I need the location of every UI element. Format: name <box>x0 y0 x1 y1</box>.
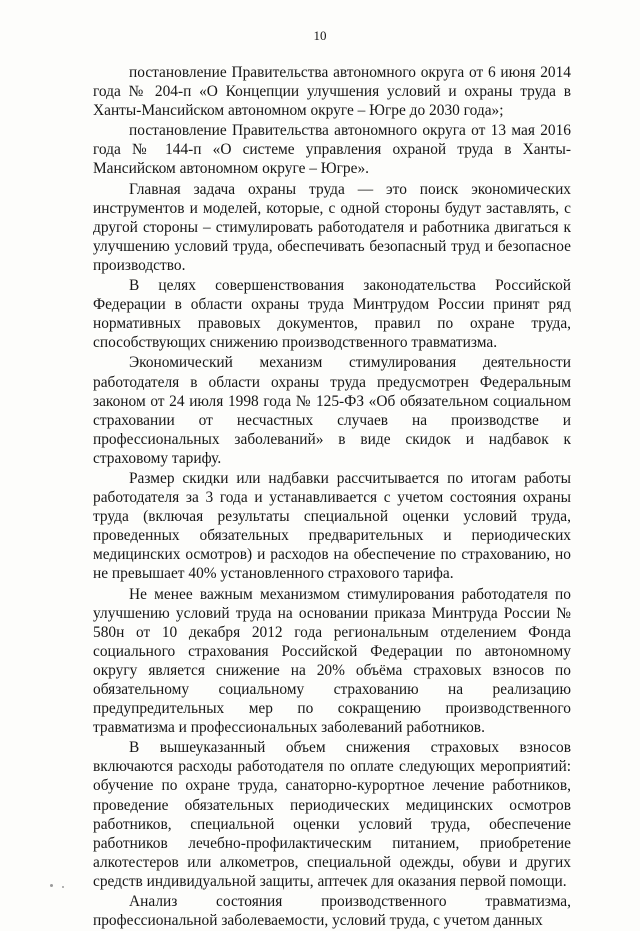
page-number: 10 <box>313 28 327 43</box>
document-body <box>93 63 571 931</box>
scan-speck <box>62 886 64 888</box>
paragraph-5: Экономический механизм стимулирования деятельности работодателя в области охраны труда предусмотрен Федеральным законом от 24 июля 1998 года № 125-ФЗ «Об обязательном социальном страховании от несчастных случаев на производстве и профессиональных заболеваний» в виде скидок и надбавок к страховому тарифу. <box>93 354 571 467</box>
scan-speck <box>50 884 53 887</box>
paragraph-1: постановление Правительства автономного округа от 6 июня 2014 года № 204-п «О Концепции улучшения условий и охраны труда в Ханты-Мансийском автономном округе – Югре до 2030 года»; <box>93 64 571 120</box>
paragraph-3: Главная задача охраны труда — это поиск экономических инструментов и моделей, которые, с одной стороны будут заставлять, с другой стороны – стимулировать работодателя и работника двигаться к улучшению условий труда, обеспечивать безопасный труд и безопасное производство. <box>93 180 571 274</box>
paragraph-2: постановление Правительства автономного округа от 13 мая 2016 года № 144-п «О системе управления охраной труда в Ханты-Мансийском автономном округе – Югре». <box>93 122 571 178</box>
paragraph-8: В вышеуказанный объем снижения страховых взносов включаются расходы работодателя по оплате следующих мероприятий: обучение по охране труда, санаторно-курортное лечение работников, проведение обязательных периодических медицинских осмотров работников, специальной оценки условий труда, обеспечение работников лечебно-профилактическим питанием, приобретение алкотестеров или алкометров, специальной одежды, обуви и других средств индивидуальной защиты, аптечек для оказания первой помощи. <box>93 739 571 890</box>
paragraph-6: Размер скидки или надбавки рассчитывается по итогам работы работодателя за 3 года и устанавливается с учетом состояния охраны труда (включая результаты специальной оценки условий труда, проведенных обязательных предварительных и периодических медицинских осмотров) и расходов на обеспечение по страхованию, но не превышает 40% установленного страхового тарифа. <box>93 469 571 583</box>
paragraph-4: В целях совершенствования законодательства Российской Федерации в области охраны труда Минтрудом России принят ряд нормативных правовых документов, правил по охране труда, способствующих снижению производственного травматизма. <box>93 277 571 352</box>
paragraph-7: Не менее важным механизмом стимулирования работодателя по улучшению условий труда на основании приказа Минтруда России № 580н от 10 декабря 2012 года региональным отделением Фонда социального страхования Российской Федерации по автономному округу является снижение на 20% объёма страховых взносов по обязательному социальному страхованию на реализацию предупредительных мер по сокращению производственного травматизма и профессиональных заболеваний работников. <box>93 585 571 737</box>
paragraph-9: Анализ состояния производственного травматизма, профессиональной заболеваемости, условий труда, с учетом данных <box>93 893 571 930</box>
